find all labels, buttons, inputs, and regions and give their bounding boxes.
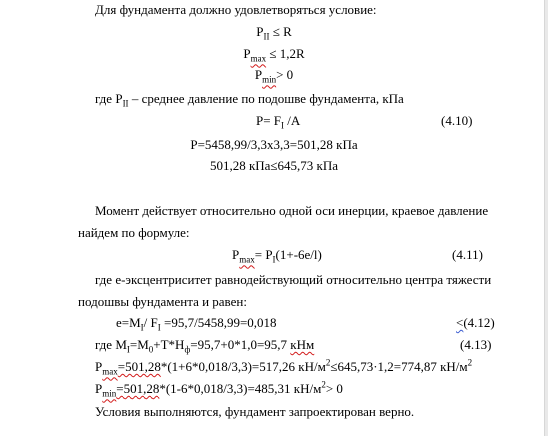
formula-4-12: $e=M_I/$ $F_I =95,7/5458,99=0,018$ — [116, 315, 277, 333]
calculation-average-pressure: P=5458,99/3,3x3,3=501,28 кПа — [190, 137, 358, 152]
formula-4-10: $P= F_I$ /A — [256, 113, 301, 131]
comparison-average-pressure: 501,28 кПа≤645,73 кПа — [209, 158, 339, 173]
definition-average-pressure: где $P_{II}$ – среднее давление по подошве фундамента, кПа — [95, 91, 404, 109]
page-edge-scrollbar[interactable] — [544, 0, 548, 436]
formula-4-13: где $M_I=M_0+T*H_ф=95,7+0*1,0=95,7$ кНм — [95, 337, 315, 355]
min-edge-pressure-calculation: $P_{min}=501,28*(1-6*0,018/3,3)=485,31$ $кН/м^2> 0$ — [95, 379, 343, 399]
max-edge-pressure-calculation: $P_{max}=501,28*(1+6*0,018/3,3)=517,26$ $кН/м^2\le 645,73\cdot 1,2=774,87$ $кН/м^2$ — [95, 357, 473, 377]
equation-number-4-13: (4.13) — [460, 337, 492, 352]
condition-max-pressure: $P_{max} \le 1,2R$ — [243, 46, 305, 64]
moment-text-line1: Момент действует относительно одной оси инерции, краевое давление — [95, 203, 489, 218]
moment-text-line2: найдем по формуле: — [78, 225, 190, 240]
condition-min-pressure: $P_{min}> 0$ — [254, 67, 294, 85]
conclusion-text: Условия выполняются, фундамент запроектирован верно. — [95, 404, 415, 419]
intro-text: Для фундамента должно удовлетворяться условие: — [95, 2, 377, 17]
formula-4-11: $P_{max}= P_I(1+-6e/l)$ — [232, 247, 322, 265]
equation-number-4-12: <(4.12) — [456, 315, 495, 330]
eccentricity-text-line1: где е-эксцентриситет равнодействующий относительно центра тяжести — [95, 272, 492, 287]
eccentricity-text-line2: подошвы фундамента и равен: — [78, 294, 247, 309]
condition-average-pressure: $P_{II} \le R$ — [256, 24, 292, 42]
equation-number-4-11: (4.11) — [452, 247, 483, 262]
equation-number-4-10: (4.10) — [441, 113, 473, 128]
